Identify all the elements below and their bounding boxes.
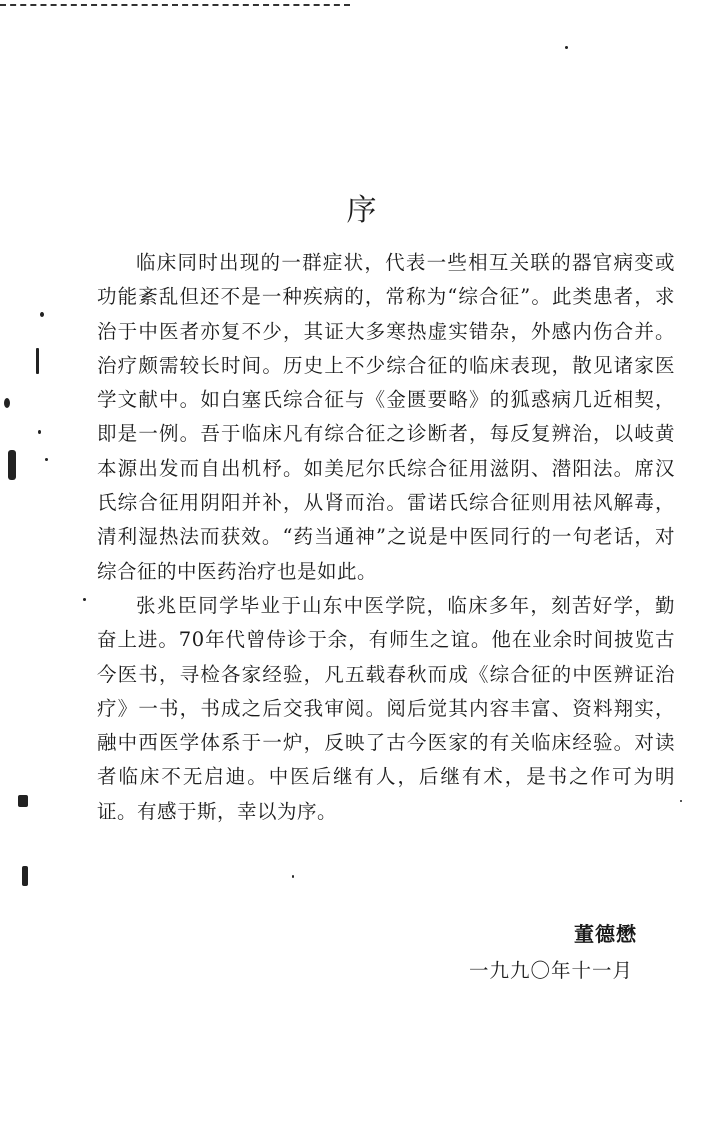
page-title: 序	[346, 193, 379, 228]
scan-speck	[45, 458, 48, 461]
preface-paragraph-2: 张兆臣同学毕业于山东中医学院，临床多年，刻苦好学，勤奋上进。70年代曾侍诊于余，有师生之谊。他在业余时间披览古今医书，寻检各家经验，凡五载春秋而成《综合征的中医辨证治疗》一书，书成之后交我审阅。阅后觉其内容丰富、资料翔实，融中西医学体系于一炉，反映了古今医家的有关临床经验。对读者临床不无启迪。中医后继有人，后继有术，是书之作可为明证。有感于斯，幸以为序。	[97, 593, 675, 823]
scan-speck	[38, 430, 41, 434]
scan-speck	[18, 795, 28, 807]
preface-date: 一九九〇年十一月	[468, 959, 633, 982]
author-signature: 董德懋	[574, 922, 637, 946]
preface-paragraph-1: 临床同时出现的一群症状，代表一些相互关联的器官病变或功能紊乱但还不是一种疾病的，常称为“综合征”。此类患者，求治于中医者亦复不少，其证大多寒热虚实错杂，外感内伤合并。治疗颇需较长时间。历史上不少综合征的临床表现，散见诸家医学文献中。如白塞氏综合征与《金匮要略》的狐惑病几近相契，即是一例。吾于临床凡有综合征之诊断者，每反复辨治，以岐黄本源出发而自出机杼。如美尼尔氏综合征用滋阴、潜阳法。席汉氏综合征用阴阳并补，从肾而治。雷诺氏综合征则用祛风解毒，清利湿热法而获效。“药当通神”之说是中医同行的一句老话，对综合征的中医药治疗也是如此。	[97, 251, 675, 583]
scan-speck	[4, 398, 10, 408]
scan-speck	[36, 348, 39, 374]
scan-speck	[83, 598, 86, 601]
scan-speck	[680, 800, 682, 802]
scan-speck	[292, 875, 294, 878]
top-dashed-border	[0, 4, 350, 6]
scan-speck	[8, 450, 16, 480]
preface-body	[97, 246, 675, 829]
scan-speck	[40, 312, 44, 317]
scan-speck	[22, 866, 28, 886]
scan-speck	[565, 46, 568, 49]
